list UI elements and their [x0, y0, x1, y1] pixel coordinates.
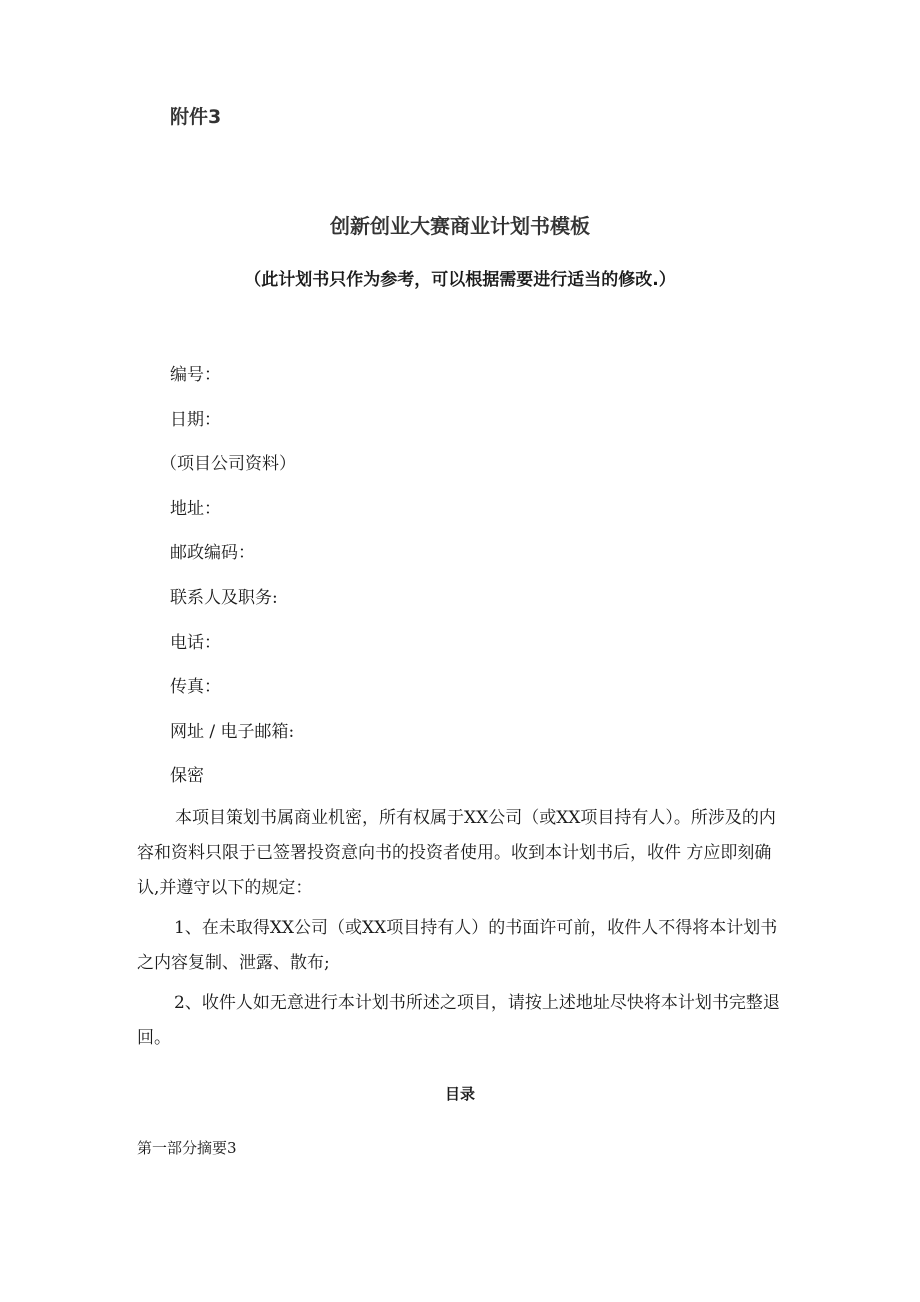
field-postcode-label: 邮政编码：: [170, 543, 255, 564]
field-phone-label: 电话：: [170, 632, 221, 653]
attachment-label: 附件3: [170, 106, 222, 128]
info-field-list: [160, 362, 296, 808]
rule-1-paragraph: 1、在未取得XX公司（或XX项目持有人）的书面许可前，收件人不得将本计划书之内容复制、泄露、散布;: [137, 918, 778, 973]
company-info-heading: （项目公司资料）: [160, 454, 296, 475]
document-title: 创新创业大赛商业计划书模板: [330, 214, 590, 238]
toc-item: 第一部分摘要3: [137, 1139, 237, 1157]
field-fax-label: 传真：: [170, 677, 221, 698]
document-subtitle: （此计划书只作为参考，可以根据需要进行适当的修改.）: [244, 270, 676, 290]
field-website-email-label: 网址 / 电子邮箱:: [170, 721, 295, 742]
confidentiality-paragraph: 本项目策划书属商业机密，所有权属于XX公司（或XX项目持有人）。所涉及的内容和资料只限于已签署投资意向书的投资者使用。收到本计划书后，收件 方应即刻确认,并遵守以下的规定：: [137, 808, 776, 898]
rule-2-paragraph: 2、收件人如无意进行本计划书所述之项目，请按上述地址尽快将本计划书完整退回。: [137, 993, 780, 1048]
toc-heading: 目录: [444, 1085, 475, 1103]
confidential-heading: 保密: [170, 766, 204, 787]
field-date-label: 日期：: [170, 409, 221, 430]
field-number-label: 编号：: [170, 365, 221, 385]
field-contact-label: 联系人及职务:: [170, 587, 278, 608]
field-address-label: 地址：: [170, 498, 221, 519]
